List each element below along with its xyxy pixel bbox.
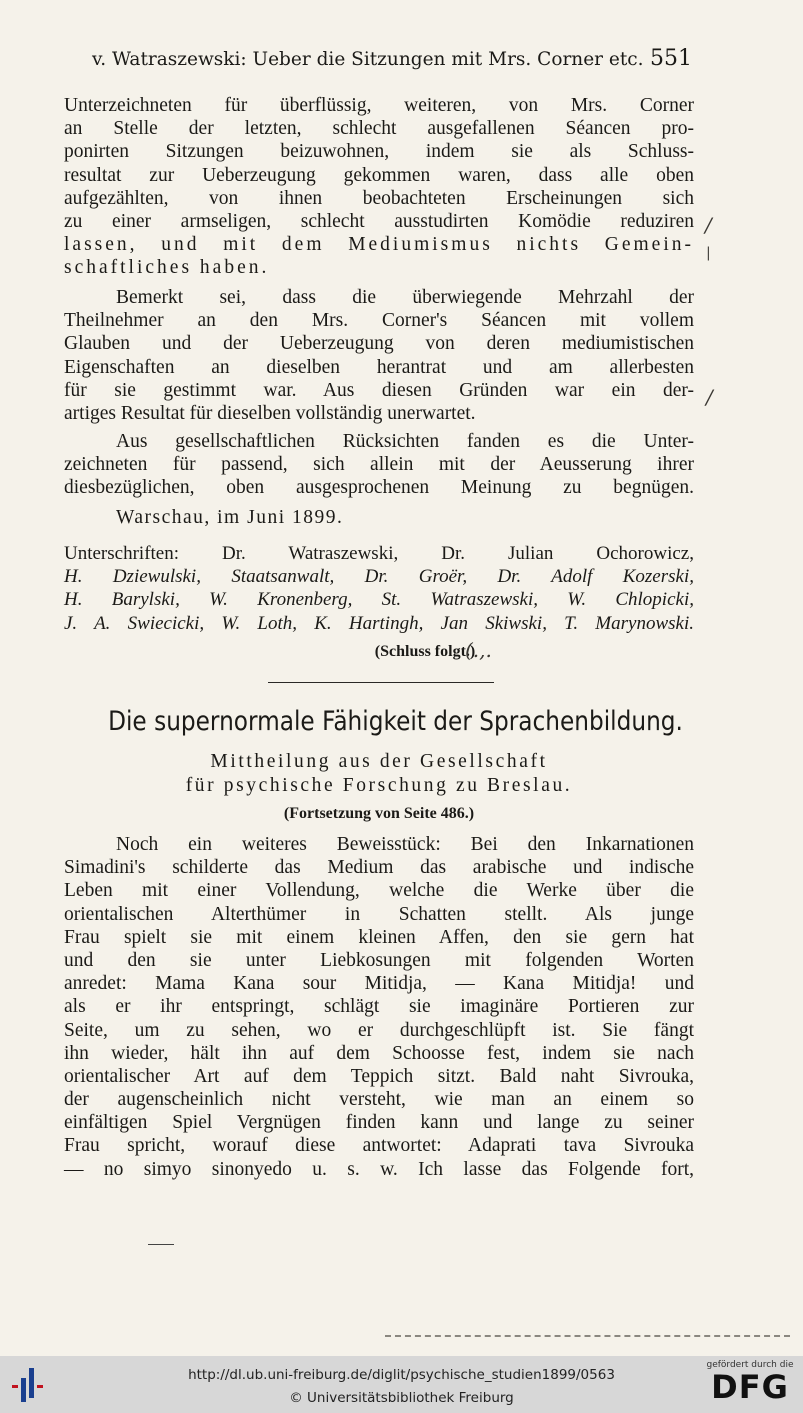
text-line: Simadini's schilderte das Medium das arabische und indische — [64, 857, 694, 879]
text-line: artiges Resultat für dieselben vollständig unerwartet. — [64, 402, 476, 424]
text-line: und den sie unter Liebkosungen mit folgenden Worten — [64, 949, 694, 971]
paragraph-1 — [64, 94, 694, 280]
text-line: anredet: Mama Kana sour Mitidja, — Kana Mitidja! und — [64, 973, 694, 995]
text-line: Noch ein weiteres Beweisstück: Bei den Inkarnationen — [116, 834, 694, 855]
signature-line: H. Barylski, W. Kronenberg, St. Watraszewski, W. Chlopicki, — [64, 589, 694, 611]
page-number: 551 — [650, 46, 692, 71]
text-line: — no simyo sinonyedo u. s. w. Ich lasse das Folgende fort, — [64, 1158, 694, 1180]
text-line: Leben mit einer Vollendung, welche die Werke über die — [64, 880, 694, 902]
continuation-note: (Fortsetzung von Seite 486.) — [283, 805, 475, 822]
library-footer — [0, 1356, 803, 1413]
text-line: ponirten Sitzungen beizuwohnen, indem sie als Schluss- — [64, 141, 694, 163]
text-line: orientalischer Art auf dem Teppich sitzt. Bald naht Sivrouka, — [64, 1065, 694, 1087]
article-subtitle-2: für psychische Forschung zu Breslau. — [185, 775, 573, 796]
text-line: zeichneten für passend, sich allein mit der Aeusserung ihrer — [64, 454, 694, 476]
margin-pencil-mark: / — [705, 213, 712, 237]
to-be-continued: (Schluss folgt.) — [374, 643, 476, 660]
text-line: einfältigen Spiel Vergnügen finden kann und lange zu seiner — [64, 1112, 694, 1134]
text-line: resultat zur Ueberzeugung gekommen waren, dass alle oben — [64, 164, 694, 186]
paragraph-4 — [64, 833, 694, 1181]
text-line: Frau spricht, worauf diese antwortet: Adaprati tava Sivrouka — [64, 1135, 694, 1157]
paragraph-3 — [64, 430, 694, 500]
dfg-wordmark: DFG — [711, 1368, 789, 1406]
article-subtitle-1: Mittheilung aus der Gesellschaft — [210, 751, 548, 772]
dfg-logo — [705, 1360, 795, 1410]
text-line: zu einer armseligen, schlecht ausstudirten Komödie reduziren — [64, 210, 694, 232]
signatures — [64, 542, 694, 635]
scan-artifact-dashes — [385, 1335, 790, 1339]
text-line: für sie gestimmt war. Aus diesen Gründen war ein der- — [64, 379, 694, 401]
place-date-line: Warschau, im Juni 1899. — [116, 507, 344, 528]
section-divider — [268, 682, 494, 683]
text-line: aufgezählten, von ihnen beobachteten Erscheinungen sich — [64, 187, 694, 209]
text-line: ihn wieder, hält ihn auf dem Schoosse fest, indem sie nach — [64, 1042, 694, 1064]
text-line: Seite, um zu sehen, wo er durchgeschlüpft ist. Sie fängt — [64, 1019, 694, 1041]
text-line: schaftliches haben. — [64, 257, 270, 279]
margin-pencil-mark: | — [706, 245, 711, 261]
dfg-caption: gefördert durch die — [706, 1360, 794, 1370]
margin-pencil-mark: / — [706, 385, 713, 409]
text-line: orientalischen Alterthümer in Schatten stellt. Als junge — [64, 903, 694, 925]
text-line: diesbezüglichen, oben ausgesprochenen Meinung zu begnügen. — [64, 477, 694, 499]
signature-line: J. A. Swiecicki, W. Loth, K. Hartingh, Jan Skiwski, T. Marynowski. — [64, 612, 694, 634]
text-line: Bemerkt sei, dass die überwiegende Mehrzahl der — [116, 287, 694, 308]
running-header — [92, 46, 692, 76]
text-line: lassen, und mit dem Mediumismus nichts Gemein- — [64, 234, 694, 256]
text-line: Eigenschaften an dieselben herantrat und am allerbesten — [64, 356, 694, 378]
stray-mark — [148, 1244, 174, 1245]
text-line: als er ihr entspringt, schlägt sie imaginäre Portieren zur — [64, 996, 694, 1018]
text-line: Glauben und der Ueberzeugung von deren mediumistischen — [64, 333, 694, 355]
pencil-mark: (.,. — [465, 638, 492, 662]
running-title: v. Watraszewski: Ueber die Sitzungen mit Mrs. Corner etc. — [92, 49, 644, 70]
copyright-notice: © Universitätsbibliothek Freiburg — [289, 1390, 514, 1406]
signature-line: Unterschriften: Dr. Watraszewski, Dr. Julian Ochorowicz, — [64, 543, 694, 564]
text-line: Frau spielt sie mit einem kleinen Affen, den sie gern hat — [64, 926, 694, 948]
paragraph-2 — [64, 286, 694, 425]
signature-line: H. Dziewulski, Staatsanwalt, Dr. Groër, Dr. Adolf Kozerski, — [64, 566, 694, 588]
article-title: Die supernormale Fähigkeit der Sprachenbildung. — [108, 706, 683, 737]
text-line: der augenscheinlich nicht versteht, wie man an einem so — [64, 1089, 694, 1111]
text-line: Unterzeichneten für überflüssig, weiteren, von Mrs. Corner — [64, 95, 694, 116]
text-line: Theilnehmer an den Mrs. Corner's Séancen mit vollem — [64, 310, 694, 332]
text-line: an Stelle der letzten, schlecht ausgefallenen Séancen pro- — [64, 118, 694, 140]
text-line: Aus gesellschaftlichen Rücksichten fanden es die Unter- — [116, 431, 694, 452]
place-date — [64, 506, 694, 529]
permalink-url[interactable]: http://dl.ub.uni-freiburg.de/diglit/psychische_studien1899/0563 — [188, 1367, 615, 1383]
